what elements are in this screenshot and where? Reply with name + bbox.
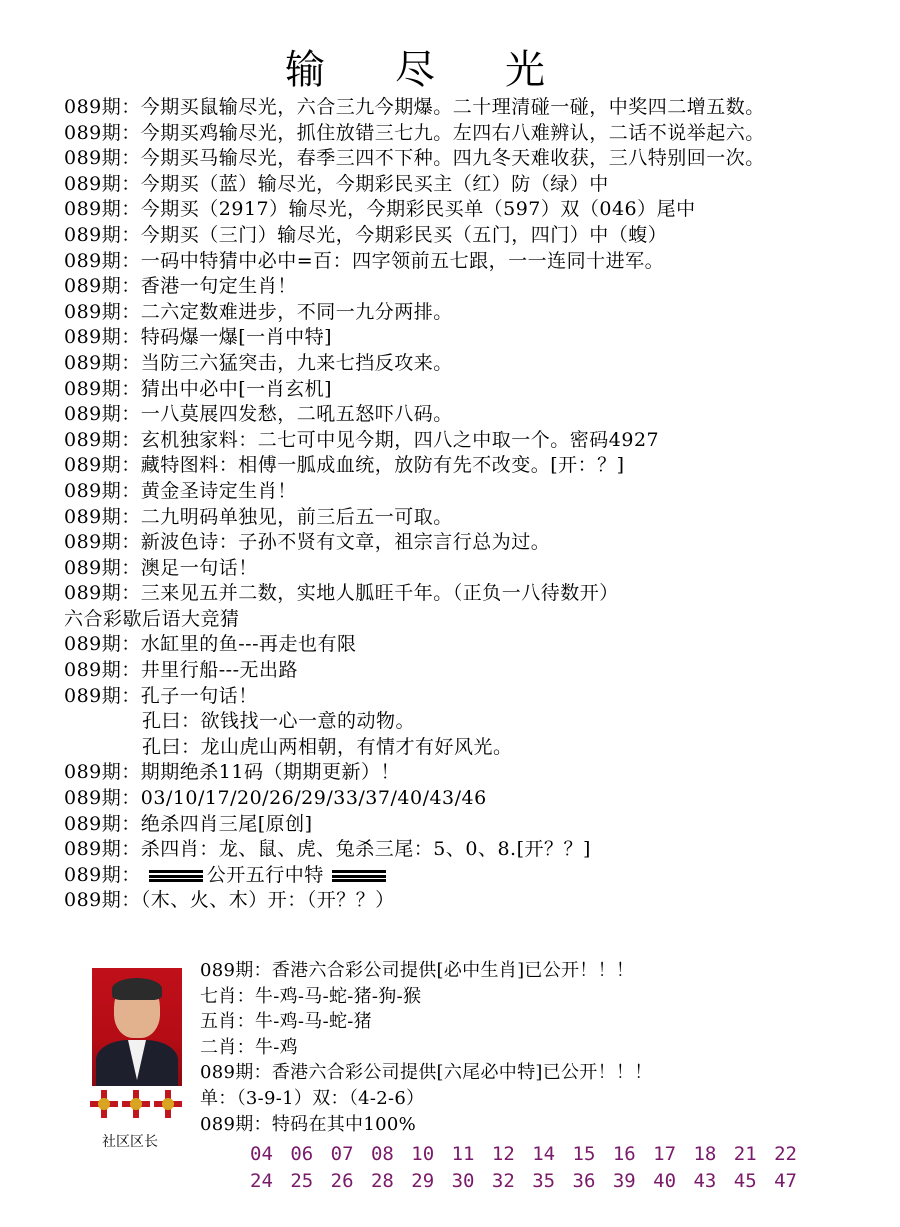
line: 089期：藏特图料：相傅一胍成血统，放防有先不改变。[开：？] xyxy=(64,454,625,477)
prediction-lines xyxy=(64,95,894,914)
right-line: 089期：香港六合彩公司提供[六尾必中特]已公开！！！ xyxy=(200,1062,653,1084)
medal-icon xyxy=(122,1090,150,1118)
line: 089期：今期买鼠输尽光，六合三九今期爆。二十理清碰一碰，中奖四二增五数。 xyxy=(64,96,765,118)
right-line: 二肖：牛-鸡 xyxy=(200,1036,298,1058)
line: 089期：二六定数难进步，不同一九分两排。 xyxy=(64,300,453,323)
line: 089期：香港一句定生肖！ xyxy=(64,275,297,298)
portrait-photo xyxy=(92,968,182,1086)
special-line xyxy=(64,863,894,889)
line: 089期：今期买（2917）输尽光，今期彩民买单（597）双（046）尾中 xyxy=(64,198,696,221)
line: 089期：今期买鸡输尽光，抓住放错三七九。左四右八难辨认，二话不说举起六。 xyxy=(64,121,765,144)
triple-bar-icon xyxy=(149,870,203,882)
line: 089期：特码爆一爆[一肖中特] xyxy=(64,326,333,349)
line: 089期：今期买（蓝）输尽光，今期彩民买主（红）防（绿）中 xyxy=(64,172,609,195)
portrait-hair xyxy=(112,978,162,1000)
line: 089期：三来见五并二数，实地人胍旺千年。（正负一八待数开） xyxy=(64,582,619,605)
line: 089期：新波色诗：子孙不贤有文章，祖宗言行总为过。 xyxy=(64,531,551,554)
line: 089期：水缸里的鱼---再走也有限 xyxy=(64,633,357,656)
medal-icon xyxy=(90,1090,118,1118)
line: 089期：今期买（三门）输尽光，今期彩民买（五门，四门）中（蝮） xyxy=(64,223,668,246)
line: 089期：当防三六猛突击，九来七挡反攻来。 xyxy=(64,351,453,374)
line: 089期：一码中特猜中必中=百：四字领前五七跟，一一连同十进军。 xyxy=(64,249,665,272)
line: 089期：二九明码单独见，前三后五一可取。 xyxy=(64,505,453,528)
number-row: 04 06 07 08 10 11 12 14 15 16 17 18 21 22 xyxy=(250,1143,797,1165)
line: 089期：今期买马输尽光，春季三四不下种。四九冬天难收获，三八特别回一次。 xyxy=(64,147,765,170)
line: 089期：绝杀四肖三尾[原创] xyxy=(64,812,313,835)
line: 089期：玄机独家料：二七可中见今期，四八之中取一个。密码4927 xyxy=(64,428,660,451)
line: 089期：孔子一句话！ xyxy=(64,684,258,707)
line: 089期：黄金圣诗定生肖！ xyxy=(64,479,297,502)
right-line: 单：（3-9-1）双：（4-2-6） xyxy=(200,1087,425,1109)
medal-icon xyxy=(154,1090,182,1118)
line: 089期：03/10/17/20/26/29/33/37/40/43/46 xyxy=(64,787,487,810)
line: 089期：猜出中必中[一肖玄机] xyxy=(64,377,333,400)
line: 089期：井里行船---无出路 xyxy=(64,659,299,682)
line: 089期：澳足一句话！ xyxy=(64,556,258,579)
number-row: 24 25 26 28 29 30 32 35 36 39 40 43 45 47 xyxy=(250,1170,797,1192)
wuxing-line: 089期：（木、火、木）开：（开？？） xyxy=(64,889,395,912)
triple-bar-icon xyxy=(332,870,386,882)
number-grid xyxy=(250,1141,890,1195)
right-line: 七肖：牛-鸡-马-蛇-猪-狗-猴 xyxy=(200,985,422,1007)
right-line: 089期：特码在其中100% xyxy=(200,1113,417,1135)
line: 089期：一八莫展四发愁，二吼五怒吓八码。 xyxy=(64,403,453,426)
page-title: 输尽光 xyxy=(285,47,615,93)
line: 089期：期期绝杀11码（期期更新）！ xyxy=(64,761,400,784)
right-block xyxy=(200,958,890,1137)
special-text: 公开五行中特 xyxy=(206,863,324,886)
right-line: 089期：香港六合彩公司提供[必中生肖]已公开！！！ xyxy=(200,960,635,981)
quote-line: 孔曰：欲钱找一心一意的动物。 xyxy=(142,710,416,733)
right-line: 五肖：牛-鸡-马-蛇-猪 xyxy=(200,1011,372,1033)
photo-caption: 社区区长 xyxy=(102,1134,158,1150)
medal-row xyxy=(88,1090,188,1126)
quote-line: 孔曰：龙山虎山两相朝，有情才有好风光。 xyxy=(142,735,513,758)
section-heading: 六合彩歇后语大竞猜 xyxy=(64,607,240,630)
special-prefix: 089期： xyxy=(64,863,141,886)
line: 089期：杀四肖：龙、鼠、虎、兔杀三尾：5、0、8.[开？？] xyxy=(64,838,591,861)
